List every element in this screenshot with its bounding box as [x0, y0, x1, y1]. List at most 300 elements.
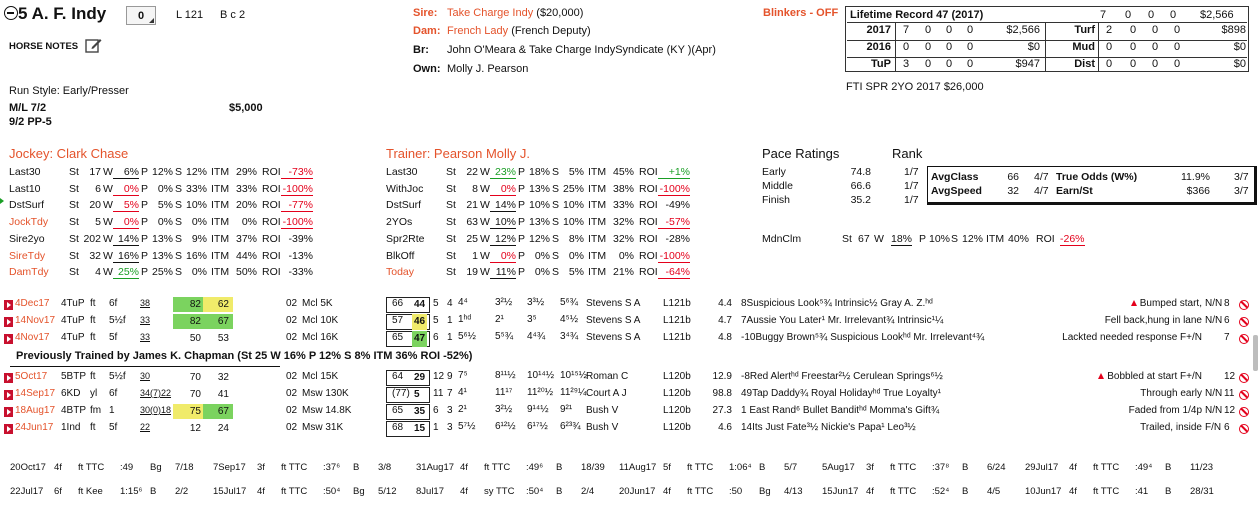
pp-call-position: 3²½ [495, 404, 513, 415]
stat-st-label: St [446, 216, 456, 229]
pp-call-position: 3³½ [527, 297, 545, 308]
weight: L 121 [176, 9, 204, 21]
stat-starts: 21 [466, 199, 478, 212]
pp-date[interactable]: 4Nov17 [15, 332, 50, 343]
lifetime-value-2: 0 [1174, 24, 1181, 36]
stat-win-pct: 23% [490, 166, 516, 179]
pp-date[interactable]: 24Jun17 [15, 422, 54, 433]
stat-roi: -100% [659, 249, 690, 262]
pp-call-position: 9¹⁴½ [527, 404, 549, 415]
stat-show-pct: 10% [562, 199, 584, 212]
pp-date[interactable]: 4Dec17 [15, 298, 50, 309]
stat-itm-label: ITM [588, 216, 607, 229]
dam-label: Dam: [413, 25, 441, 37]
stat-win-pct: 0% [490, 183, 516, 196]
work-rank: 7/18 [175, 462, 194, 473]
pp-call-position: 4⁴ [458, 297, 468, 308]
lifetime-value-2: 0 [1130, 58, 1137, 70]
stat-s-label: S [552, 232, 560, 245]
pp-pace-figure: 24 [217, 423, 229, 434]
stat-show-pct: 0% [191, 266, 207, 279]
exclude-race-icon[interactable] [1239, 373, 1249, 383]
pp-weight: L120b [663, 371, 691, 382]
stat-itm-pct: 32% [612, 216, 634, 229]
work-grade: B [759, 462, 766, 473]
video-replay-icon[interactable] [4, 300, 13, 310]
stat-starts: 19 [466, 266, 478, 279]
stat-place-pct: 13% [151, 249, 173, 262]
mdnclm-st-label: St [842, 233, 852, 245]
exclude-race-icon[interactable] [1239, 317, 1249, 327]
stat-place-pct: 13% [528, 182, 550, 195]
work-rank: 11/23 [1190, 462, 1214, 473]
exclude-race-icon[interactable] [1239, 407, 1249, 417]
video-replay-icon[interactable] [4, 373, 13, 383]
stat-itm-label: ITM [588, 249, 607, 262]
pp-comment: 8Suspicious Look⁵¾ Intrinsic½ Gray A. Z.ʰᵈ [741, 298, 933, 309]
pp-odds: 4.7 [718, 315, 732, 326]
stat-w-label: W [480, 232, 490, 245]
lifetime-header-value: $2,566 [1200, 9, 1234, 21]
stat-label: JockTdy [9, 216, 49, 229]
pp-comment: 7Aussie You Later¹ Mr. Irrelevant¾ Intrinsic¹¼ [741, 315, 944, 326]
pp-call-position: 4⁵½ [560, 314, 579, 325]
previously-trained: Previously Trained by James K. Chapman (St 25 W 16% P 12% S 8% ITM 36% ROI -52%) [16, 350, 473, 362]
pp-call-position: 11²⁰½ [527, 387, 554, 398]
mdnclm-s: 12% [962, 233, 984, 245]
pp-speed-figure: 12 [189, 423, 201, 434]
stat-itm-pct: 50% [235, 266, 257, 279]
stat-itm-label: ITM [211, 249, 230, 262]
stat-st-label: St [446, 249, 456, 262]
stat-itm-label: ITM [211, 182, 230, 195]
work-track: ft TTC [687, 486, 714, 497]
stat-roi: -13% [288, 249, 313, 262]
stat-p-label: P [141, 199, 149, 212]
stat-roi-label: ROI [262, 216, 281, 229]
pp-track: 1Ind [61, 422, 81, 433]
work-time: 1:15⁶ [120, 486, 143, 497]
stat-label: SireTdy [9, 249, 46, 262]
stat-st-label: St [446, 266, 456, 279]
pp-fractional: 30(0)18 [140, 405, 172, 415]
lifetime-value-2: 0 [1106, 41, 1113, 53]
pp-call-position: 1ʰᵈ [458, 314, 472, 325]
pp-figure-2: 35 [414, 406, 426, 417]
stat-p-label: P [141, 232, 149, 245]
pp-distance: 5½f [109, 371, 126, 382]
pp-trip-text: Faded from 1/4p [1128, 405, 1202, 416]
work-rank: 5/7 [784, 462, 798, 473]
work-date: 31Aug17 [416, 462, 455, 473]
pp-date[interactable]: 14Sep17 [15, 388, 56, 399]
stat-w-label: W [103, 166, 113, 178]
selection-dropdown[interactable] [126, 6, 156, 25]
stat-itm-label: ITM [588, 199, 607, 212]
stat-roi: -39% [288, 232, 313, 245]
pp-pace-figure: 67 [203, 314, 233, 329]
stat-starts: 4 [95, 266, 101, 279]
work-grade: B [1165, 486, 1172, 497]
stat-itm-pct: 21% [612, 266, 634, 279]
stat-roi: +1% [658, 166, 690, 179]
pace-title: Pace Ratings [762, 146, 840, 161]
pp-call-position: 6¹⁷½ [527, 421, 548, 432]
stat-s-label: S [552, 266, 560, 279]
stat-starts: 17 [89, 166, 101, 178]
stat-st-label: St [446, 182, 456, 195]
stat-p-label: P [518, 166, 526, 178]
pp-field-size: 12 [1224, 371, 1236, 382]
stat-w-label: W [103, 232, 113, 245]
pp-fractional: 38 [140, 298, 151, 308]
work-rank: 5/12 [378, 486, 397, 497]
pp-trip-text: Through early [1140, 388, 1202, 399]
work-rank: 3/8 [378, 462, 392, 473]
lifetime-value-2: 0 [1152, 41, 1159, 53]
stat-show-pct: 10% [185, 199, 207, 212]
pp-distance: 5f [109, 332, 118, 343]
exclude-race-icon[interactable] [1239, 390, 1249, 400]
lifetime-value-2: 0 [1174, 41, 1181, 53]
pp-jockey: Roman C [586, 371, 629, 382]
stat-show-pct: 9% [191, 232, 207, 245]
video-replay-icon[interactable] [4, 334, 13, 344]
work-time: :49 [120, 462, 134, 473]
video-replay-icon[interactable] [4, 424, 13, 434]
stat-itm-label: ITM [211, 216, 230, 229]
scrollbar-thumb[interactable] [1253, 335, 1258, 371]
pp-track: 4TuP [61, 298, 85, 309]
stat-starts: 25 [466, 232, 478, 245]
stat-show-pct: 8% [568, 232, 584, 245]
work-time: :49⁴ [1135, 462, 1153, 473]
pp-post: 6 [433, 332, 439, 343]
collapse-icon[interactable] [4, 6, 18, 20]
pp-figure-2: 44 [414, 299, 426, 310]
stat-w-label: W [480, 182, 490, 195]
stat-roi-label: ROI [262, 266, 281, 279]
pp-weight: L120b [663, 405, 691, 416]
pp-post: 5 [433, 315, 439, 326]
exclude-race-icon[interactable] [1239, 424, 1249, 434]
work-distance: 3f [866, 462, 874, 473]
stat-roi: -33% [288, 266, 313, 279]
pp-track: 4BTP [61, 405, 87, 416]
stat-w-label: W [480, 266, 490, 279]
stat-show-pct: 5% [568, 266, 584, 279]
stat-roi-label: ROI [639, 232, 658, 245]
pp-start: 1 [447, 315, 453, 326]
pp-odds: 12.9 [712, 371, 732, 382]
stat-p-label: P [518, 199, 526, 212]
pace-rank: 1/7 [904, 180, 919, 192]
blinkers-status: Blinkers - OFF [763, 7, 839, 19]
pace-box-value: 66 [1007, 171, 1019, 183]
pp-comment: 14Its Just Fate³½ Nickie's Papa¹ Leo³½ [741, 422, 916, 433]
pp-call-position: 6¹²½ [495, 421, 516, 432]
mdnclm-roi-label: ROI [1036, 233, 1055, 245]
pp-call-position: 5⁵¾ [495, 331, 514, 342]
video-replay-icon[interactable] [4, 390, 13, 400]
work-date: 20Oct17 [10, 462, 46, 473]
stat-st-label: St [69, 166, 79, 178]
pp-condition: fm [90, 405, 102, 416]
stat-itm-label: ITM [211, 232, 230, 245]
stat-label: Last30 [9, 166, 41, 178]
pp-race-type: Msw 31K [302, 422, 344, 433]
pp-class-figure: 57 [392, 315, 404, 326]
work-date: 11Aug17 [619, 462, 657, 473]
lifetime-value: 0 [925, 58, 932, 70]
pp-speed-figure: 50 [189, 333, 201, 344]
mdnclm-p: 10% [929, 233, 951, 245]
pp-weight: L120b [663, 388, 691, 399]
stat-label: Sire2yo [9, 232, 45, 245]
lifetime-earnings-2: $898 [1221, 24, 1246, 36]
stat-roi-label: ROI [639, 182, 658, 195]
stat-starts: 202 [83, 232, 101, 245]
pp-track: 4TuP [61, 315, 85, 326]
pp-start: 9 [447, 371, 453, 382]
lifetime-value-2: 0 [1130, 41, 1137, 53]
pp-track: 6KD [61, 388, 81, 399]
dam-name: French Lady [447, 25, 509, 37]
pp-fractional: 22 [140, 422, 151, 432]
pp-class-figure: 65 [392, 332, 404, 343]
pp-figure-2: 15 [414, 423, 426, 434]
stat-win-pct: 0% [113, 183, 139, 196]
pp-weight: L120b [663, 422, 691, 433]
pp-speed-figure: 70 [189, 389, 201, 400]
work-distance: 5f [663, 462, 671, 473]
stat-itm-label: ITM [211, 266, 230, 279]
work-grade: Bg [759, 486, 771, 497]
stat-s-label: S [552, 249, 560, 262]
pp-condition: ft [90, 298, 96, 309]
pp-call-position: 10¹⁴½ [527, 370, 555, 381]
pp-jockey: Bush V [586, 422, 619, 433]
pp-start: 1 [447, 332, 453, 343]
jockey-title: Jockey: Clark Chase [9, 146, 129, 161]
pp-call-position: 3²½ [495, 297, 513, 308]
lifetime-header-value: 0 [1125, 9, 1132, 21]
stat-place-pct: 25% [151, 266, 173, 279]
stat-itm-pct: 20% [235, 199, 257, 212]
pp-post: 5 [433, 298, 439, 309]
sex-color: B c 2 [220, 9, 246, 21]
pp-pace-figure: 53 [217, 333, 229, 344]
stat-p-label: P [141, 216, 149, 229]
stat-win-pct: 12% [490, 233, 516, 246]
video-replay-icon[interactable] [4, 407, 13, 417]
pp-class-figure: 66 [392, 298, 404, 309]
stat-label: WithJoc [386, 182, 424, 195]
stat-show-pct: 12% [185, 166, 207, 178]
pp-post: 1 [433, 422, 439, 433]
pp-trip-note [1030, 371, 1202, 382]
stat-p-label: P [518, 216, 526, 229]
pp-odds: 4.6 [718, 422, 732, 433]
pp-date[interactable]: 18Aug17 [15, 405, 56, 416]
pp-weight: L121b [663, 298, 691, 309]
pp-figure-2: 29 [414, 372, 426, 383]
dropdown-corner-icon [149, 18, 154, 23]
stat-p-label: P [518, 182, 526, 195]
pp-weight: L121b [663, 315, 691, 326]
work-time: :37⁶ [323, 462, 341, 473]
work-distance: 4f [257, 486, 265, 497]
work-track: ft TTC [78, 462, 105, 473]
pp-ns: N/N [1205, 315, 1223, 326]
work-date: 7Sep17 [213, 462, 246, 473]
stat-roi: -73% [281, 166, 313, 179]
stat-st-label: St [446, 166, 456, 178]
stat-label: DamTdy [9, 266, 49, 279]
pp-call-position: 4⁴¾ [527, 331, 546, 342]
pp-pace-figure: 67 [203, 404, 233, 419]
pp-trip-note [1030, 422, 1202, 433]
stat-itm-label: ITM [211, 166, 230, 178]
stat-win-pct: 0% [113, 216, 139, 229]
work-time: :49⁶ [526, 462, 544, 473]
pp-trip-text: Trailed, inside [1140, 422, 1202, 433]
breeder: John O'Meara & Take Charge IndySyndicate (KY )(Apr) [447, 44, 716, 56]
pp-odds: 4.4 [718, 298, 732, 309]
pp-age: 02 [286, 315, 298, 326]
pace-box-rank-2: 3/7 [1234, 185, 1249, 197]
lifetime-row-label-2: Mud [1072, 41, 1095, 53]
lifetime-earnings: $2,566 [1006, 24, 1040, 36]
owner: Molly J. Pearson [447, 63, 529, 75]
stat-itm-pct: 33% [612, 199, 634, 212]
stat-roi-label: ROI [262, 199, 281, 212]
work-rank: 4/5 [987, 486, 1001, 497]
stat-itm-pct: 38% [612, 182, 634, 195]
stat-p-label: P [141, 182, 149, 195]
work-date: 8Jul17 [416, 486, 444, 497]
video-replay-icon[interactable] [4, 317, 13, 327]
pace-value: 66.6 [850, 180, 871, 192]
pp-track: 5BTP [61, 371, 87, 382]
sire-fee: ($20,000) [536, 7, 584, 19]
stat-itm-pct: 44% [235, 249, 257, 262]
stat-show-pct: 16% [185, 249, 207, 262]
stat-place-pct: 0% [534, 249, 550, 262]
pp-jockey: Court A J [586, 388, 627, 399]
stat-s-label: S [175, 232, 183, 245]
pp-distance: 5½f [109, 315, 126, 326]
pp-race-type: Msw 130K [302, 388, 349, 399]
pace-box-label-2: True Odds (W%) [1056, 171, 1138, 183]
pp-post: 12 [433, 371, 445, 382]
stat-label: Spr2Rte [386, 232, 425, 245]
stat-roi-label: ROI [639, 166, 658, 178]
divider [847, 22, 1247, 23]
stat-starts: 22 [466, 166, 478, 178]
pace-box-label-2: Earn/St [1056, 185, 1093, 197]
pace-rank: 1/7 [904, 166, 919, 178]
work-track: ft TTC [281, 486, 308, 497]
lifetime-value: 0 [946, 58, 953, 70]
pp-age: 02 [286, 371, 298, 382]
pp-field-size: 12 [1224, 405, 1236, 416]
stat-st-label: St [69, 182, 79, 195]
work-distance: 4f [1069, 462, 1077, 473]
pp-date[interactable]: 14Nov17 [15, 315, 56, 326]
stat-roi: -64% [658, 266, 690, 279]
work-grade: Bg [150, 462, 162, 473]
pp-jockey: Bush V [586, 405, 619, 416]
stat-show-pct: 33% [185, 182, 207, 195]
horse-header [4, 4, 106, 24]
pp-call-position: 3⁴¾ [560, 331, 579, 342]
lifetime-earnings: $0 [1027, 41, 1040, 53]
stat-roi-label: ROI [639, 249, 658, 262]
lifetime-row-label-2: Turf [1074, 24, 1095, 36]
pp-condition: ft [90, 422, 96, 433]
pp-fractional: 34(7)22 [140, 388, 172, 398]
work-grade: Bg [353, 486, 365, 497]
pp-fractional: 33 [140, 315, 151, 325]
pp-jockey: Stevens S A [586, 332, 641, 343]
mdnclm-itm-label: ITM [986, 233, 1005, 245]
stat-roi-label: ROI [639, 216, 658, 229]
stat-place-pct: 12% [528, 232, 550, 245]
stat-place-pct: 0% [157, 182, 173, 195]
pp-call-position: 5⁶¾ [560, 297, 579, 308]
sire-name: Take Charge Indy [447, 7, 534, 19]
rank-title: Rank [892, 146, 923, 161]
exclude-race-icon[interactable] [1239, 300, 1249, 310]
pace-box-rank: 4/7 [1034, 185, 1049, 197]
horse-number: 5 [18, 4, 28, 23]
work-rank: 2/2 [175, 486, 189, 497]
pp-speed-figure: 70 [189, 372, 201, 383]
stat-s-label: S [552, 199, 560, 212]
stat-w-label: W [480, 199, 490, 212]
work-track: ft TTC [1093, 462, 1120, 473]
odds-post-position: 9/2 PP-5 [9, 116, 52, 128]
stat-w-label: W [480, 249, 490, 262]
pace-box-label: AvgSpeed [931, 185, 982, 197]
edit-notes-icon[interactable] [85, 37, 102, 54]
stat-roi-label: ROI [262, 232, 281, 245]
pace-rank: 1/7 [904, 194, 919, 206]
pp-race-type: Mcl 16K [302, 332, 339, 343]
pace-box-value: 32 [1007, 185, 1019, 197]
pp-call-position: 5⁷½ [458, 421, 476, 432]
lifetime-value: 0 [925, 41, 932, 53]
stat-win-pct: 16% [113, 250, 139, 263]
pp-speed-figure: 82 [173, 314, 203, 329]
work-time: :41 [1135, 486, 1149, 497]
stat-itm-pct: 33% [235, 182, 257, 195]
pp-race-type: Mcl 10K [302, 315, 339, 326]
trainer-title: Trainer: Pearson Molly J. [386, 146, 531, 161]
work-time: 1:06⁴ [729, 462, 752, 473]
mdnclm-roi: -26% [1060, 233, 1085, 245]
pp-distance: 6f [109, 298, 118, 309]
exclude-race-icon[interactable] [1239, 334, 1249, 344]
stat-label: DstSurf [9, 199, 45, 212]
stat-roi: -100% [282, 182, 313, 195]
stat-st-label: St [69, 232, 79, 245]
stat-starts: 5 [95, 216, 101, 229]
pp-date[interactable]: 5Oct17 [15, 371, 48, 382]
stat-itm-label: ITM [211, 199, 230, 212]
pp-odds: 27.3 [712, 405, 732, 416]
